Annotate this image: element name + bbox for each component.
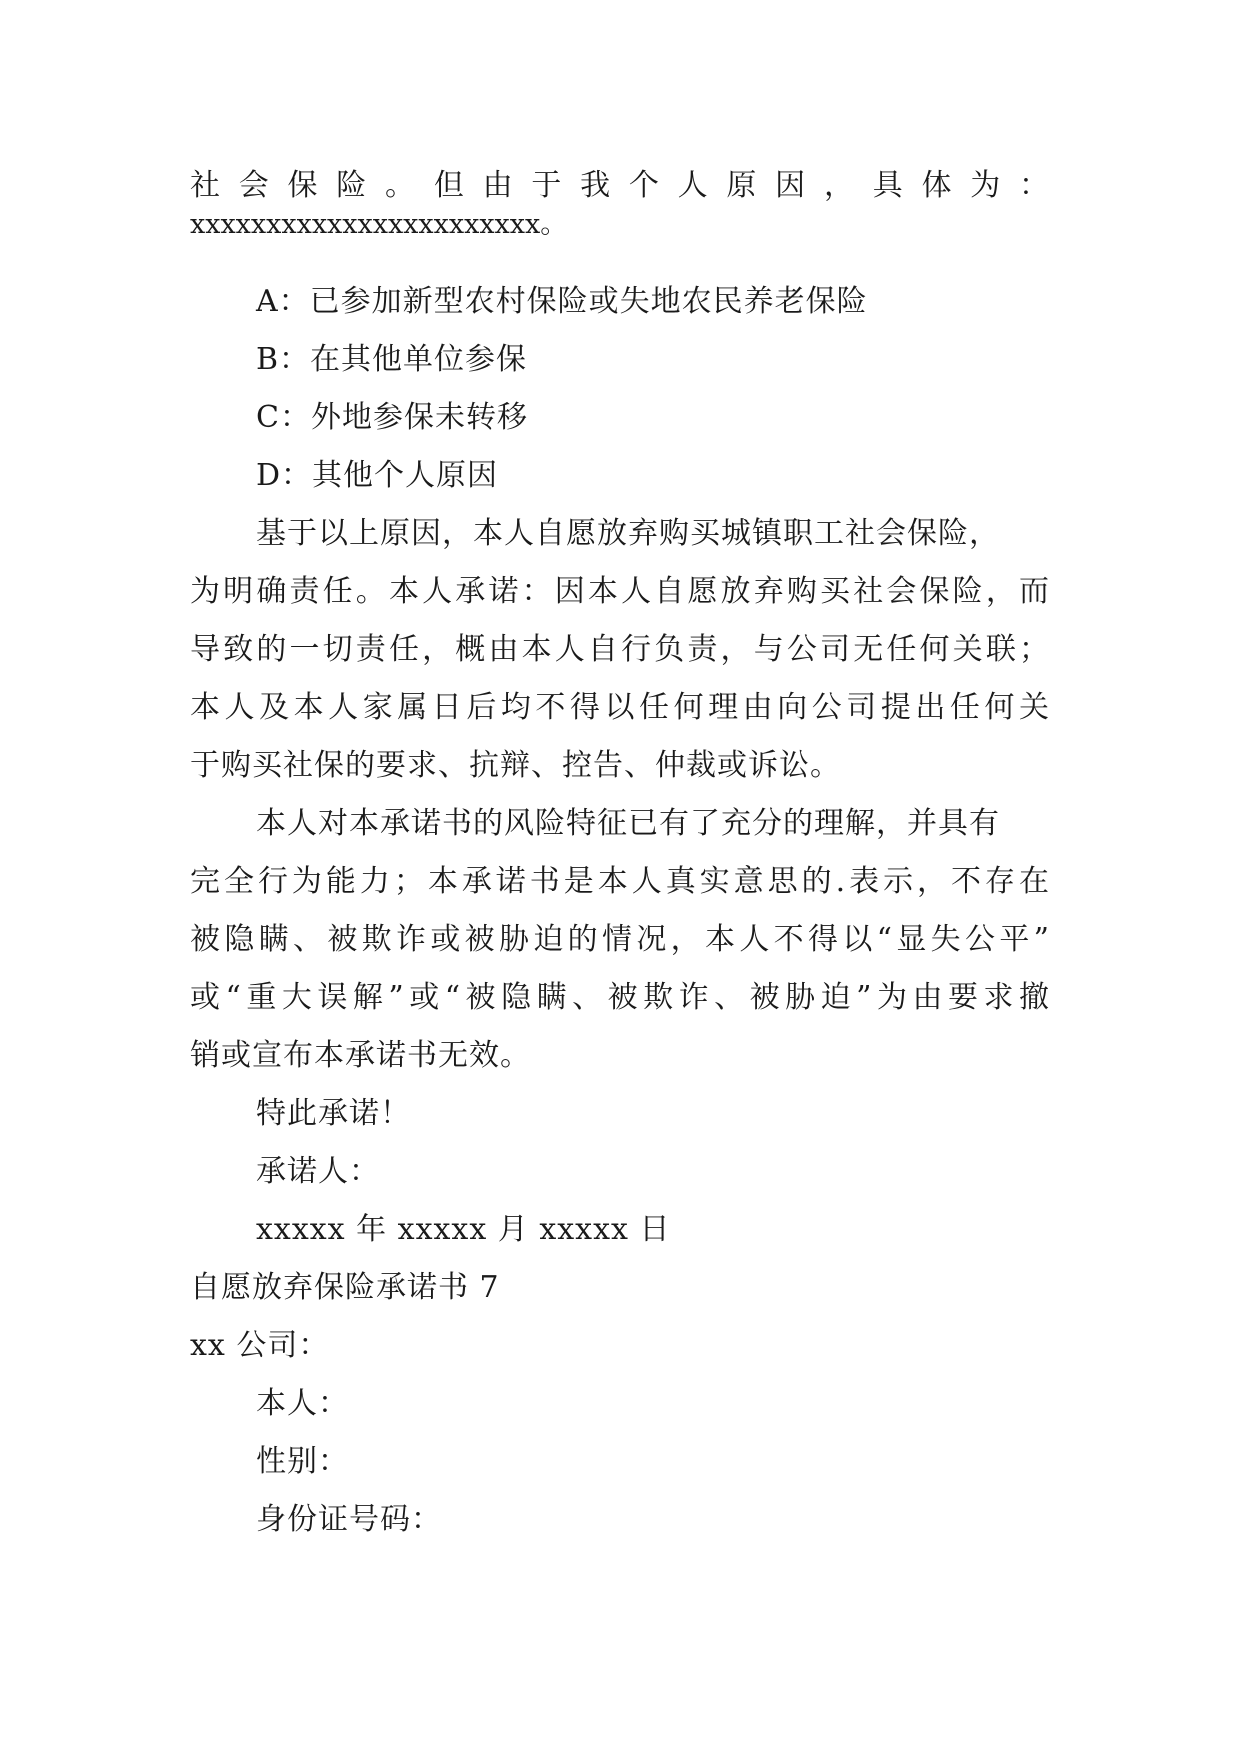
text-line: 本人对本承诺书的风险特征已有了充分的理解，并具有 [256,806,1000,841]
field-gender-label: 性别： [256,1444,349,1479]
option-b: B：在其他单位参保 [256,342,528,377]
date-line: xxxxx 年 xxxxx 月 xxxxx 日 [256,1212,671,1247]
text-line: 导致的一切责任，概由本人自行负责，与公司无任何关联； [190,632,1050,667]
signatory-label: 承诺人： [256,1154,380,1189]
option-c: C：外地参保未转移 [256,400,528,435]
option-a: A：已参加新型农村保险或失地农民养老保险 [256,284,868,319]
text-line: 于购买社保的要求、抗辩、控告、仲裁或诉讼。 [190,748,841,783]
text-line: 社会保险。但由于我个人原因，具体为： [190,168,1050,203]
text-line: 基于以上原因，本人自愿放弃购买城镇职工社会保险， [256,516,1000,551]
field-id-label: 身份证号码： [256,1502,442,1537]
text-line: 被隐瞒、被欺诈或被胁迫的情况，本人不得以“显失公平” [190,922,1050,957]
text-line: 本人及本人家属日后均不得以任何理由向公司提出任何关 [190,690,1050,725]
text-line: 为明确责任。本人承诺：因本人自愿放弃购买社会保险，而 [190,574,1050,609]
section-title: 自愿放弃保险承诺书 7 [190,1270,500,1305]
field-name-label: 本人： [256,1386,349,1421]
closing-statement: 特此承诺！ [256,1096,411,1131]
option-d: D：其他个人原因 [256,458,499,493]
addressee: xx 公司： [190,1328,330,1363]
text-line: 销或宣布本承诺书无效。 [190,1038,531,1073]
text-line: 或“重大误解”或“被隐瞒、被欺诈、被胁迫”为由要求撤 [190,980,1050,1015]
text-line: 完全行为能力；本承诺书是本人真实意思的.表示，不存在 [190,864,1050,899]
text-line: xxxxxxxxxxxxxxxxxxxxxxx。 [190,209,568,240]
